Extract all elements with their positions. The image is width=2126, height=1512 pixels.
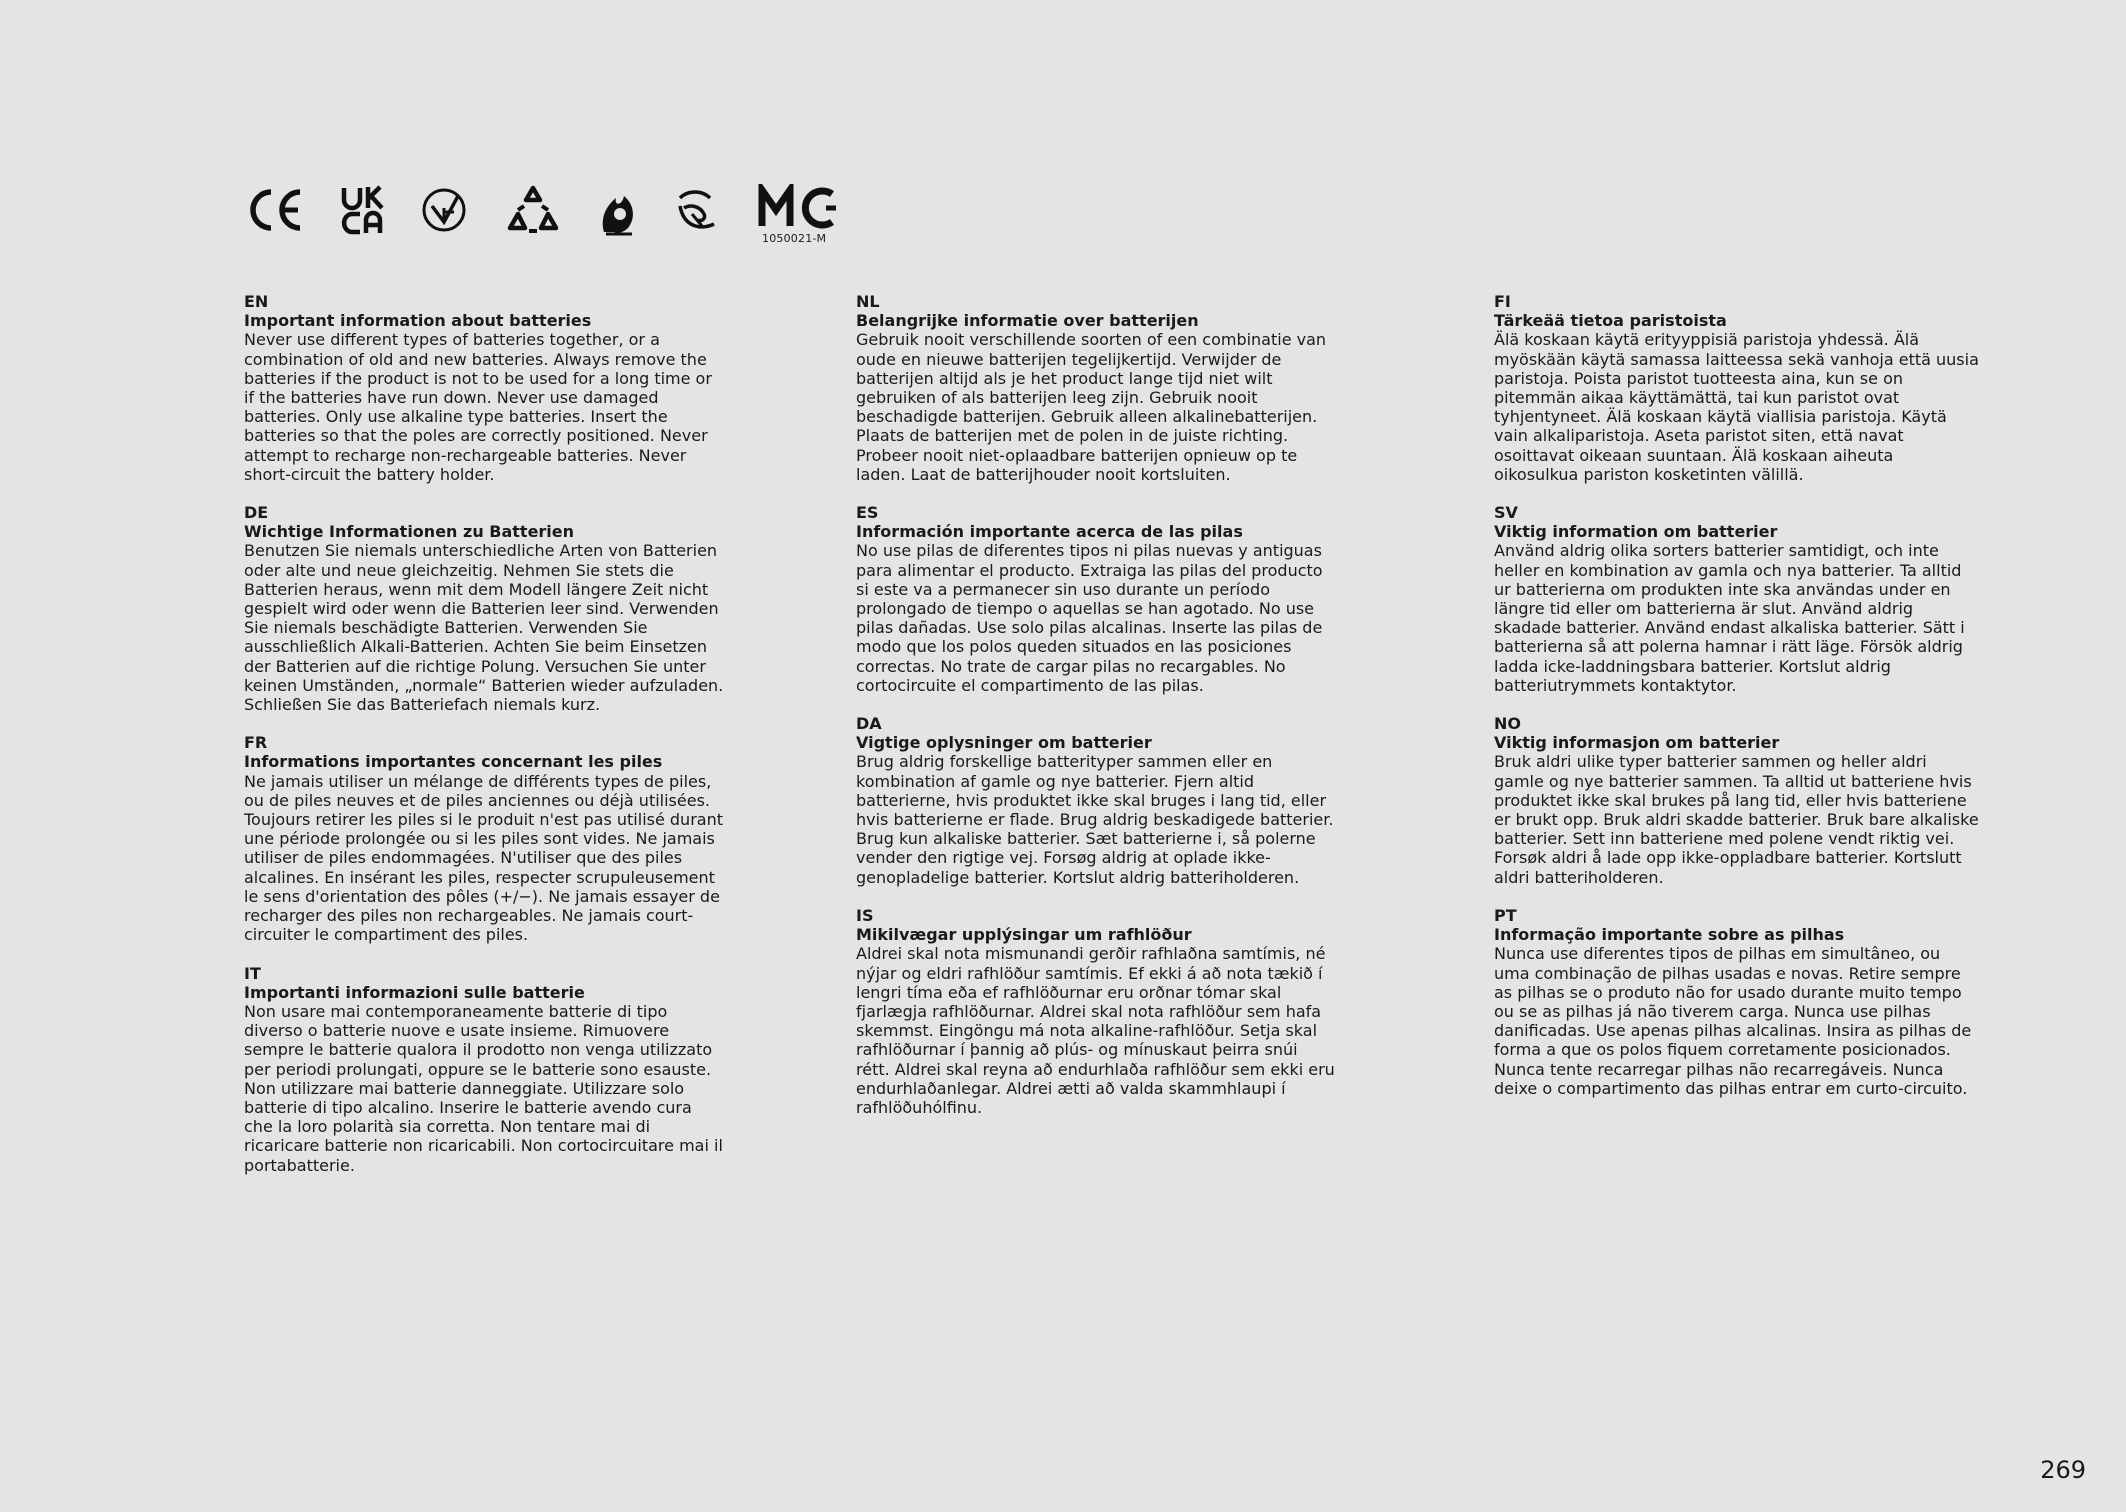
language-code: SV: [1494, 503, 1518, 523]
mc-mark-icon: [758, 184, 838, 230]
language-code: ES: [856, 503, 879, 523]
hand-contact-icon: [674, 184, 720, 236]
section-is: [856, 906, 1336, 1117]
section-body: No use pilas de diferentes tipos ni pilas nuevas y antiguas para alimentar el producto. Extraiga las pilas del producto si este va a permanecer sin uso durante un período prolongado de tiempo o aquellas se han agotado. No use pilas dañadas. Use solo pilas alcalinas. Inserte las pilas de modo que los polos queden situados en las posiciones correctas. No trate de cargar pilas no recargables. No cortocircuite el compartimento de las pilas.: [856, 541, 1323, 695]
section-heading: Wichtige Informationen zu Batterien: [244, 522, 575, 542]
language-code: IS: [856, 905, 874, 925]
section-heading: Viktig informasjon om batterier: [1494, 733, 1780, 753]
section-body: Brug aldrig forskellige batterityper sammen eller en kombination af gamle og nye batterier. Fjern altid batterierne, hvis produktet ikke skal bruges i lang tid, eller hvis batterierne er flade. Brug aldrig beskadigede batterier. Brug kun alkaliske batterier. Sæt batterierne i, så polerne vender den rigtige vej. Forsøg aldrig at oplade ikke-genopladelige batterier. Kortslut aldrig batteriholderen.: [856, 752, 1334, 887]
language-code: FR: [244, 733, 268, 753]
section-body: Nunca use diferentes tipos de pilhas em simultâneo, ou uma combinação de pilhas usadas e novas. Retire sempre as pilhas se o produto não for usado durante muito tempo ou se as pilhas já não tiverem carga. Nunca use pilhas danificadas. Use apenas pilhas alcalinas. Insira as pilhas de forma a que os polos fiquem corretamente posicionados. Nunca tente recarregar pilhas não recarregáveis. Nunca deixe o compartimento das pilhas entrar em curto-circuito.: [1494, 944, 1972, 1098]
section-heading: Informação importante sobre as pilhas: [1494, 925, 1845, 945]
language-code: FI: [1494, 292, 1511, 311]
ce-mark-icon: [244, 184, 304, 236]
section-body: Använd aldrig olika sorters batterier samtidigt, och inte heller en kombination av gamla och nya batterier. Ta alltid ur batterierna om produkten inte ska användas under en längre tid eller om batterierna är slut. Använd aldrig skadade batterier. Använd endast alkaliska batterier. Sätt i batterierna så att polerna hamnar i rätt läge. Försök aldrig ladda icke-laddningsbara batterier. Kortslut aldrig batteriutrymmets kontaktytor.: [1494, 541, 1965, 695]
section-sv: [1494, 503, 1980, 695]
language-code: DE: [244, 503, 269, 523]
section-heading: Tärkeää tietoa paristoista: [1494, 311, 1727, 331]
section-fi: [1494, 292, 1980, 484]
text-column-3: [1494, 292, 1980, 1117]
text-column-1: [244, 292, 724, 1194]
language-code: IT: [244, 963, 261, 983]
text-column-2: [856, 292, 1336, 1136]
section-heading: Mikilvægar upplýsingar um rafhlöður: [856, 925, 1192, 945]
section-en: [244, 292, 724, 484]
section-heading: Información importante acerca de las pilas: [856, 522, 1243, 542]
section-da: [856, 714, 1336, 887]
section-fr: [244, 733, 724, 944]
section-body: Älä koskaan käytä erityyppisiä paristoja yhdessä. Älä myöskään käytä samassa laitteessa sekä vanhoja että uusia paristoja. Poista paristot tuotteesta aina, kun se on pitemmän aikaa käyttämättä, tai kun paristot ovat tyhjentyneet. Älä koskaan käytä viallisia paristoja. Käytä vain alkaliparistoja. Aseta paristot siten, että navat osoittavat oikeaan suuntaan. Älä koskaan aiheuta oikosulkua pariston kosketinten välillä.: [1494, 330, 1979, 484]
language-code: NL: [856, 292, 880, 311]
section-pt: [1494, 906, 1980, 1098]
section-heading: Belangrijke informatie over batterijen: [856, 311, 1199, 331]
section-nl: [856, 292, 1336, 484]
section-body: Ne jamais utiliser un mélange de différents types de piles, ou de piles neuves et de piles anciennes ou déjà utilisées. Toujours retirer les piles si le produit n'est pas utilisé durant une période prolongée ou si les piles sont vides. Ne jamais utiliser de piles endommagées. N'utiliser que des piles alcalines. En insérant les piles, respecter scrupuleusement le sens d'orientation des pôles (+/−). Ne jamais essayer de recharger des piles non rechargeables. Ne jamais court-circuiter le compartiment des piles.: [244, 771, 723, 945]
section-body: Non usare mai contemporaneamente batterie di tipo diverso o batterie nuove e usate insieme. Rimuovere sempre le batterie qualora il prodotto non venga utilizzato per periodi prolungati, oppure se le batterie sono esauste. Non utilizzare mai batterie danneggiate. Utilizzare solo batterie di tipo alcalino. Inserire le batterie avendo cura che la loro polarità sia corretta. Non tentare mai di ricaricare batterie non ricaricabili. Non cortocircuitare mai il portabatterie.: [244, 1001, 723, 1175]
section-no: [1494, 714, 1980, 887]
section-heading: Important information about batteries: [244, 311, 592, 331]
section-it: [244, 964, 724, 1175]
section-body: Aldrei skal nota mismunandi gerðir rafhlaðna samtímis, né nýjar og eldri rafhlöður samtímis. Ef ekki á að nota tækið í lengri tíma eða ef rafhlöðurnar eru orðnar tómar skal fjarlægja rafhlöðurnar. Aldrei skal nota rafhlöður sem hafa skemmst. Eingöngu má nota alkaline-rafhlöður. Setja skal rafhlöðurnar í þannig að plús- og mínuskaut þeirra snúi rétt. Aldrei skal reyna að endurhlaða rafhlöður sem ekki eru endurhlaðanlegar. Aldrei ætti að valda skammhlaupi í rafhlöðuhólfinu.: [856, 944, 1335, 1117]
language-code: PT: [1494, 905, 1517, 925]
mc-certification-code: 1050021-M: [762, 232, 827, 245]
flame-resistant-icon: [596, 184, 640, 236]
ukraine-conformity-icon: [420, 184, 468, 236]
section-body: Gebruik nooit verschillende soorten of een combinatie van oude en nieuwe batterijen tegelijkertijd. Verwijder de batterijen altijd als je het product lange tijd niet wilt gebruiken of als batterijen leeg zijn. Gebruik nooit beschadigde batterijen. Gebruik alleen alkalinebatterijen. Plaats de batterijen met de polen in de juiste richting. Probeer nooit niet-oplaadbare batterijen opnieuw op te laden. Laat de batterijhouder nooit kortsluiten.: [856, 330, 1327, 484]
section-heading: Vigtige oplysninger om batterier: [856, 733, 1152, 753]
section-body: Bruk aldri ulike typer batterier sammen og heller aldri gamle og nye batterier sammen. Ta alltid ut batteriene hvis produktet ikke skal brukes på lang tid, eller hvis batteriene er brukt opp. Bruk aldri skadde batterier. Bruk bare alkaliske batterier. Sett inn batteriene med polene vendt riktig vei. Forsøk aldri å lade opp ikke-oppladbare batterier. Kortslutt aldri batteriholderen.: [1494, 752, 1979, 887]
section-heading: Informations importantes concernant les piles: [244, 752, 663, 772]
page-number: 269: [2040, 1456, 2086, 1484]
section-heading: Importanti informazioni sulle batterie: [244, 982, 585, 1002]
ukca-mark-icon: [340, 184, 386, 236]
section-body: Benutzen Sie niemals unterschiedliche Arten von Batterien oder alte und neue gleichzeitig. Nehmen Sie stets die Batterien heraus, wenn mit dem Modell längere Zeit nicht gespielt wird oder wenn die Batterien leer sind. Verwenden Sie niemals beschädigte Batterien. Verwenden Sie ausschließlich Alkali-Batterien. Achten Sie beim Einsetzen der Batterien auf die richtige Polung. Versuchen Sie unter keinen Umständen, „normale“ Batterien wieder aufzuladen. Schließen Sie das Batteriefach niemals kurz.: [244, 541, 724, 715]
section-heading: Viktig information om batterier: [1494, 522, 1778, 542]
recycling-triangle-icon: [504, 184, 562, 236]
section-de: [244, 503, 724, 714]
language-code: EN: [244, 292, 269, 311]
section-body: Never use different types of batteries together, or a combination of old and new batteries. Always remove the batteries if the product is not to be used for a long time or if the batteries have run down. Never use damaged batteries. Only use alkaline type batteries. Insert the batteries so that the poles are correctly positioned. Never attempt to recharge non-rechargeable batteries. Never short-circuit the battery holder.: [244, 330, 712, 484]
section-es: [856, 503, 1336, 695]
language-code: DA: [856, 714, 882, 734]
language-code: NO: [1494, 714, 1521, 734]
